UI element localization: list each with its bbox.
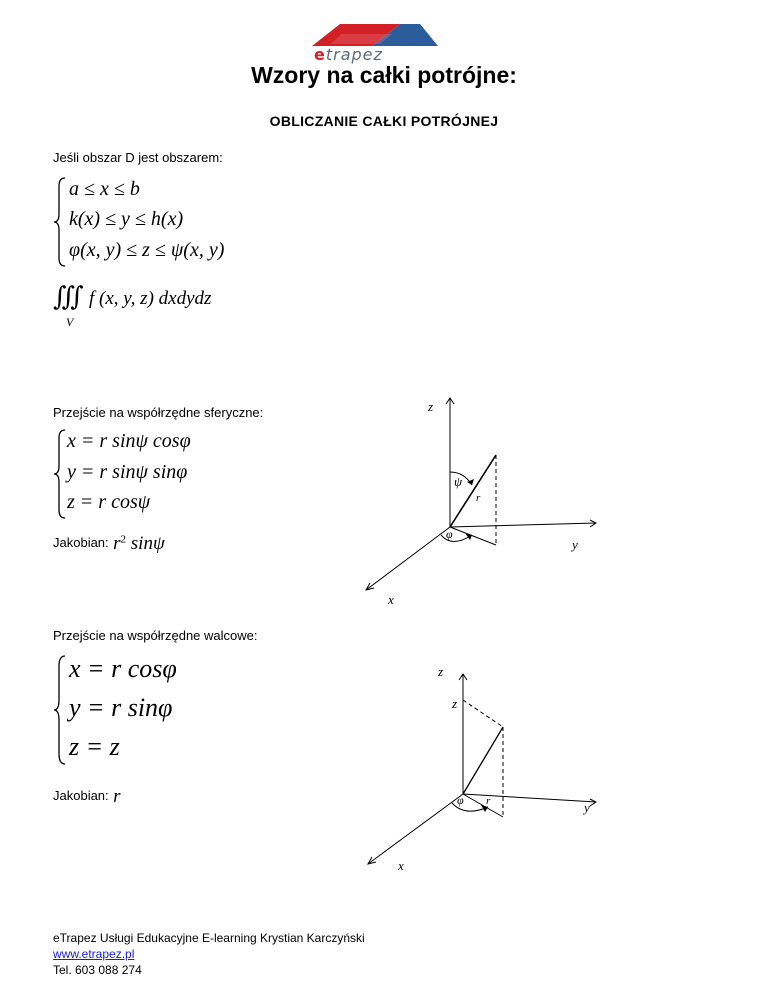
z-level-dashed-line (463, 700, 503, 727)
jacobian-r: r (113, 533, 121, 554)
cylindrical-system (53, 654, 283, 766)
radius-vector (450, 455, 496, 527)
y-axis (463, 794, 596, 802)
x-axis (366, 527, 450, 590)
integrand: f (x, y, z) dxdydz (89, 288, 212, 309)
x-axis-label: x (388, 592, 394, 605)
region-intro-text: Jeśli obszar D jest obszarem: (53, 150, 223, 165)
spherical-jacobian (53, 533, 165, 557)
region-system (53, 176, 313, 268)
x-axis-label: x (398, 858, 404, 873)
region-eq-3: φ(x, y) ≤ z ≤ ψ(x, y) (69, 239, 225, 261)
y-axis-label: y (572, 537, 578, 552)
spherical-eq-z: z = r cosψ (67, 491, 151, 513)
z-axis-label: z (438, 664, 444, 679)
y-axis-arrow (590, 799, 596, 806)
triple-integral-sign: ∭ (53, 282, 84, 311)
etrapez-logo (300, 14, 470, 64)
z-height-label: z (452, 696, 458, 711)
spherical-eq-y: y = r sinψ sinφ (67, 461, 188, 483)
jacobian-value: r (113, 786, 121, 807)
psi-label: ψ (454, 474, 463, 489)
cylindrical-eq-z: z = z (69, 732, 120, 761)
footer (53, 930, 365, 978)
phi-arrowhead (465, 533, 472, 540)
phi-label: φ (446, 527, 453, 541)
cylindrical-eq-x: x = r cosφ (69, 654, 177, 683)
region-eq-2: k(x) ≤ y ≤ h(x) (69, 208, 184, 230)
y-axis-label: y (584, 800, 590, 815)
spherical-system (53, 428, 293, 520)
r-label: r (486, 795, 491, 807)
phi-label: φ (457, 793, 464, 807)
left-brace-icon (53, 176, 67, 268)
projection-line (450, 527, 496, 545)
triple-integral (53, 282, 313, 332)
cylindrical-intro-text: Przejście na współrzędne walcowe: (53, 628, 258, 643)
position-vector (463, 727, 503, 794)
footer-phone: Tel. 603 088 274 (53, 963, 142, 977)
spherical-eq-x: x = r sinψ cosφ (67, 430, 191, 452)
radius-line (463, 794, 503, 817)
footer-company: eTrapez Usługi Edukacyjne E-learning Krystian Karczyński (53, 931, 365, 945)
logo-text: etrapez (314, 45, 383, 64)
left-brace-icon (53, 654, 67, 766)
x-axis (368, 794, 463, 864)
page-title: Wzory na całki potrójne: (251, 62, 517, 88)
spherical-coordinates-diagram (360, 390, 610, 605)
jacobian-sin-psi: sinψ (126, 533, 165, 554)
jacobian-label: Jakobian: (53, 535, 109, 550)
jacobian-label: Jakobian: (53, 788, 109, 803)
z-axis-label: z (428, 399, 434, 414)
cylindrical-jacobian (53, 786, 121, 810)
spherical-intro-text: Przejście na współrzędne sferyczne: (53, 405, 264, 420)
section-subtitle: OBLICZANIE CAŁKI POTRÓJNEJ (269, 113, 499, 129)
footer-website-link[interactable]: www.etrapez.pl (53, 947, 135, 961)
r-label: r (476, 492, 481, 504)
jacobian-exponent: 2 (120, 533, 127, 546)
cylindrical-coordinates-diagram (360, 660, 610, 875)
left-brace-icon (53, 428, 67, 520)
y-axis (450, 523, 596, 527)
cylindrical-eq-y: y = r sinφ (69, 693, 173, 722)
integral-subscript: V (66, 315, 74, 329)
region-eq-1: a ≤ x ≤ b (69, 178, 140, 200)
